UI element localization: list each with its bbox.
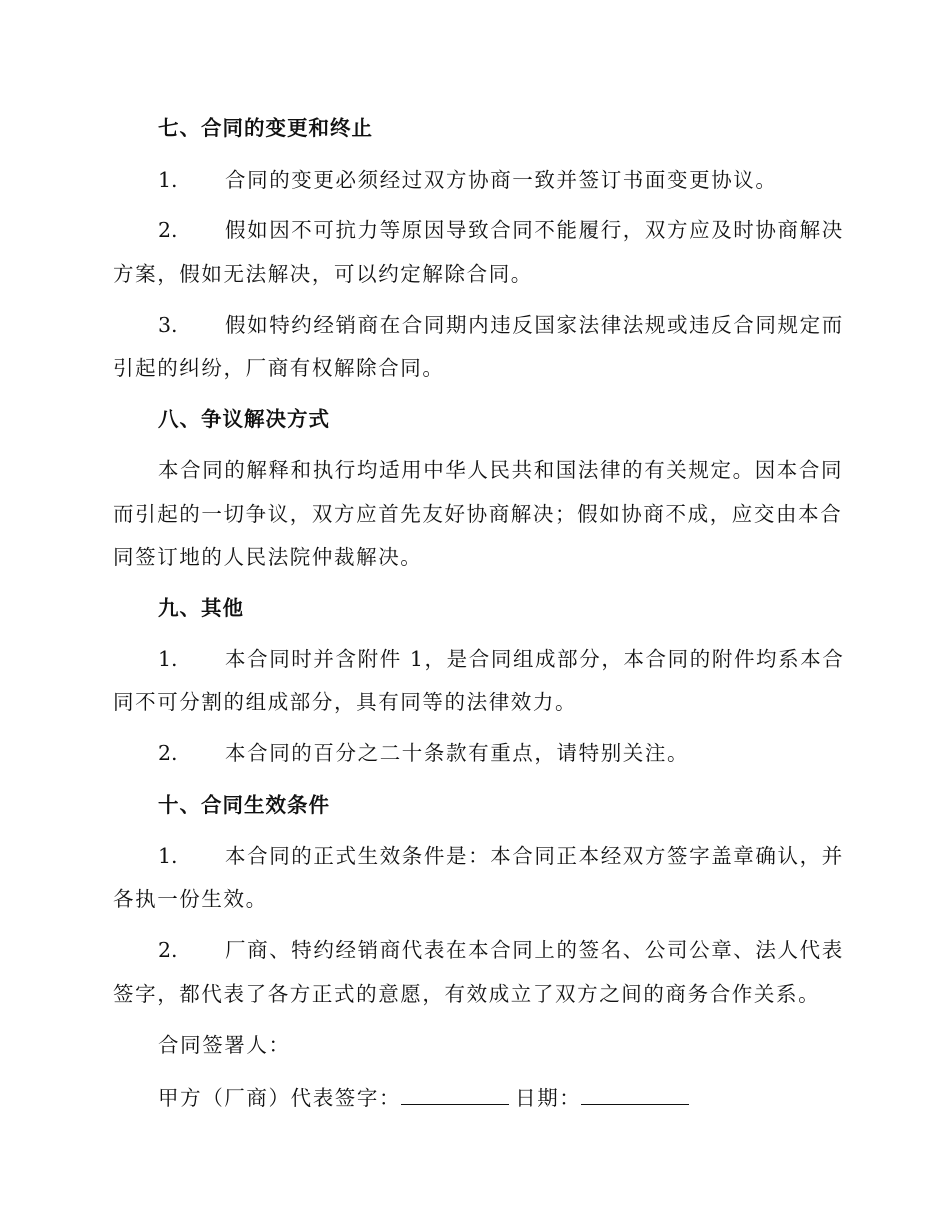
item-text: 假如特约经销商在合同期内违反国家法律法规或违反合同规定而 xyxy=(225,313,844,337)
item-text: 本合同的正式生效条件是：本合同正本经双方签字盖章确认，并 xyxy=(225,844,844,868)
item-number: 1. xyxy=(158,844,178,868)
item-number: 2. xyxy=(158,218,178,242)
item-text: 本合同的百分之二十条款有重点，请特别关注。 xyxy=(225,741,690,765)
date-label: 日期： xyxy=(515,1086,582,1110)
section-8-paragraph-line: 同签订地的人民法院仲裁解决。 xyxy=(113,545,423,569)
item-text: 厂商、特约经销商代表在本合同上的签名、公司公章、法人代表 xyxy=(225,938,844,962)
item-text: 本合同时并含附件 1，是合同组成部分，本合同的附件均系本合 xyxy=(225,647,845,671)
section-10-item-1-continuation: 各执一份生效。 xyxy=(113,887,268,911)
signature-row xyxy=(158,1082,883,1112)
date-blank[interactable] xyxy=(581,1082,689,1105)
section-9-heading: 九、其他 xyxy=(158,596,244,620)
signature-intro: 合同签署人： xyxy=(158,1033,291,1057)
item-number: 2. xyxy=(158,741,178,765)
item-number: 2. xyxy=(158,938,178,962)
section-8-paragraph-line: 本合同的解释和执行均适用中华人民共和国法律的有关规定。因本合同 xyxy=(158,458,844,482)
item-number: 1. xyxy=(158,168,178,192)
section-7-item-3-continuation: 引起的纠纷，厂商有权解除合同。 xyxy=(113,356,445,380)
party-a-signature-blank[interactable] xyxy=(401,1082,509,1105)
section-8-heading: 八、争议解决方式 xyxy=(158,407,330,431)
section-7-item-2-continuation: 方案，假如无法解决，可以约定解除合同。 xyxy=(113,262,533,286)
item-number: 3. xyxy=(158,313,178,337)
section-10-heading: 十、合同生效条件 xyxy=(158,793,330,817)
section-7-heading: 七、合同的变更和终止 xyxy=(158,116,373,140)
party-a-signature-label: 甲方（厂商）代表签字： xyxy=(158,1086,402,1110)
item-text: 合同的变更必须经过双方协商一致并签订书面变更协议。 xyxy=(225,168,778,192)
item-number: 1. xyxy=(158,647,178,671)
section-8-paragraph-line: 而引起的一切争议，双方应首先友好协商解决；假如协商不成，应交由本合 xyxy=(113,502,843,526)
section-9-item-1-continuation: 同不可分割的组成部分，具有同等的法律效力。 xyxy=(113,690,578,714)
item-text: 假如因不可抗力等原因导致合同不能履行，双方应及时协商解决 xyxy=(225,218,844,242)
section-10-item-2-continuation: 签字，都代表了各方正式的意愿，有效成立了双方之间的商务合作关系。 xyxy=(113,982,821,1006)
